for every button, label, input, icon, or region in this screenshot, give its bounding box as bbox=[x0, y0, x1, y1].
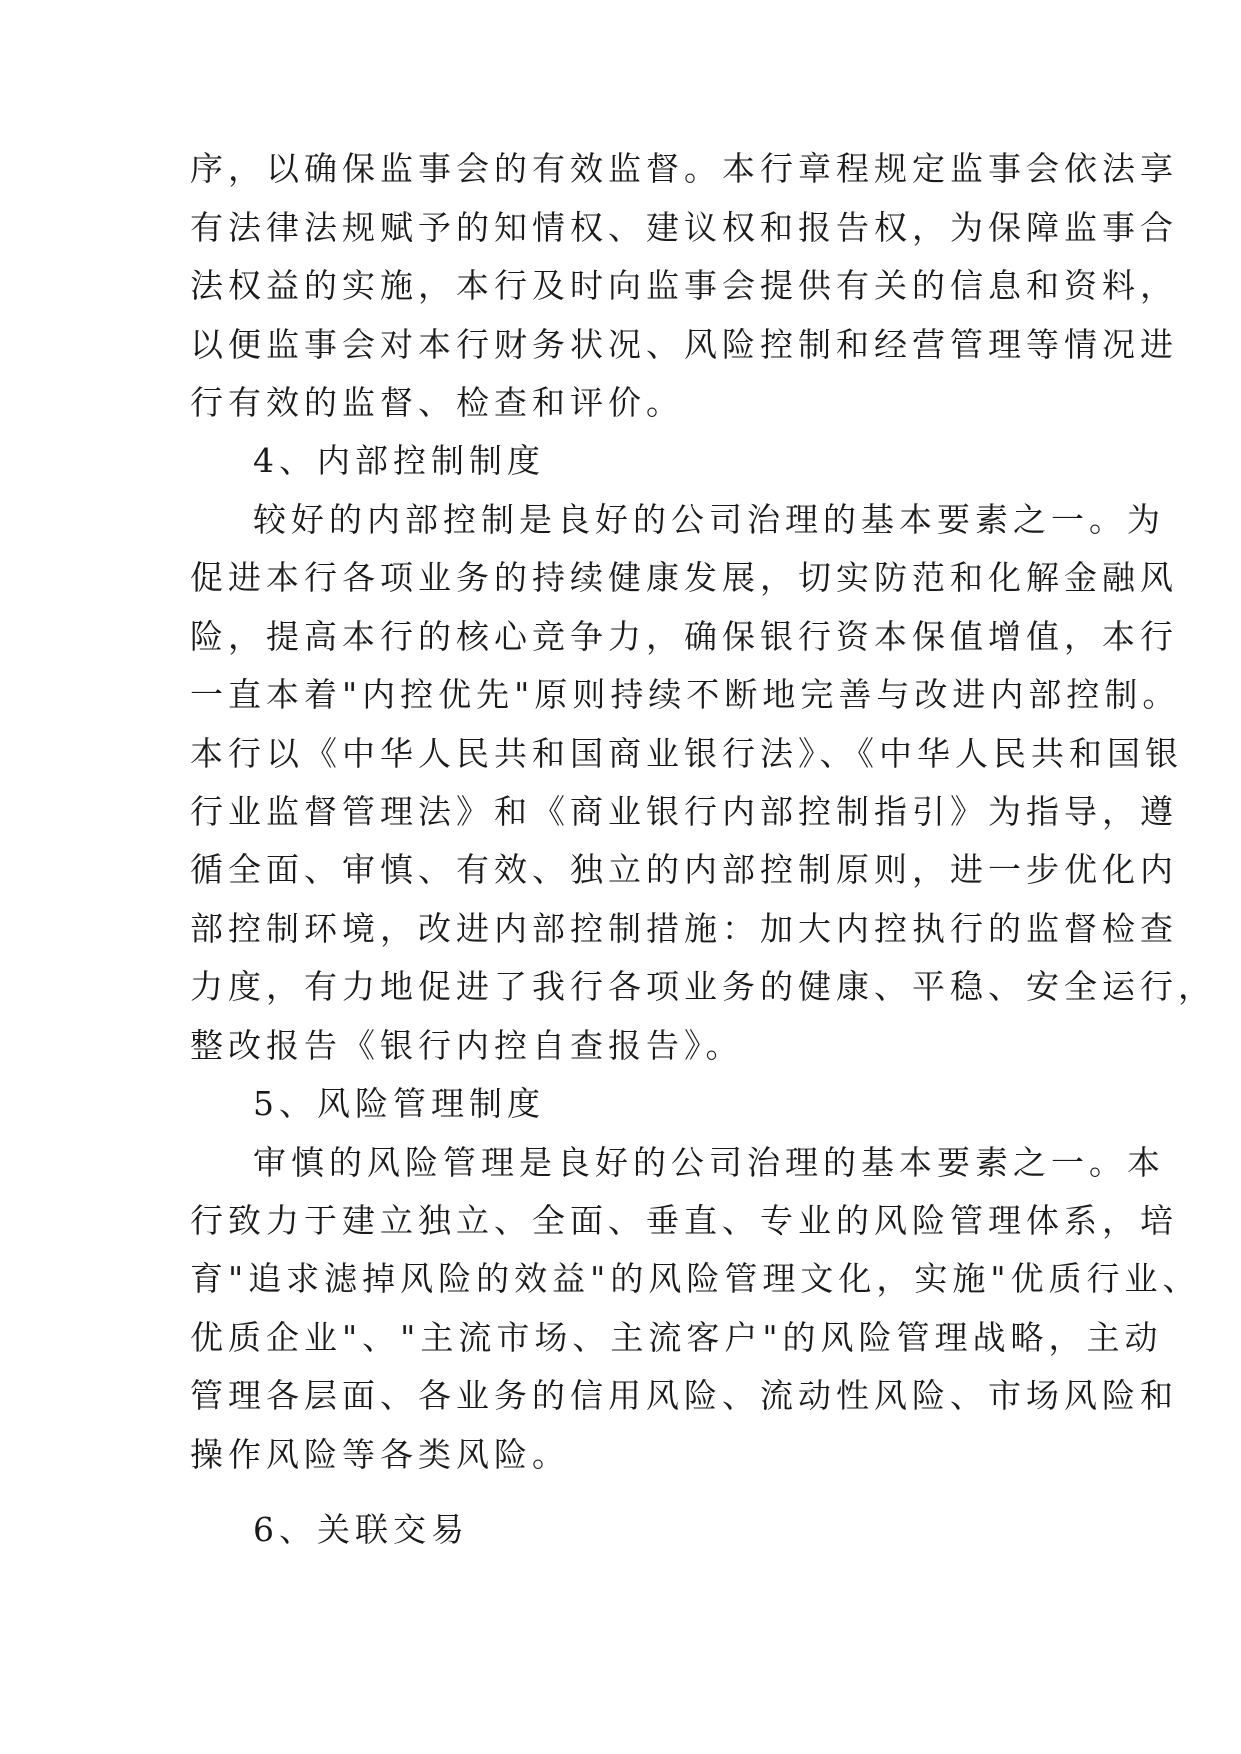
body-text-line: 力度，有力地促进了我行各项业务的健康、平稳、安全运行， bbox=[190, 967, 1216, 1006]
body-text-line: 行有效的监督、检查和评价。 bbox=[190, 383, 684, 422]
body-text-line: 部控制环境，改进内部控制措施：加大内控执行的监督检查 bbox=[190, 909, 1178, 948]
section-heading: 5、风险管理制度 bbox=[253, 1084, 545, 1123]
body-text-line: 管理各层面、各业务的信用风险、流动性风险、市场风险和 bbox=[190, 1376, 1178, 1415]
body-text-line: 行业监督管理法》和《商业银行内部控制指引》为指导，遵 bbox=[190, 792, 1178, 831]
body-text-line: 有法律法规赋予的知情权、建议权和报告权，为保障监事合 bbox=[190, 208, 1178, 247]
section-heading: 4、内部控制制度 bbox=[253, 441, 545, 480]
body-text-line: 一直本着"内控优先"原则持续不断地完善与改进内部控制。 bbox=[190, 675, 1181, 714]
body-text-line: 法权益的实施，本行及时向监事会提供有关的信息和资料， bbox=[190, 266, 1178, 305]
body-text-line: 本行以《中华人民共和国商业银行法》、《中华人民共和国银 bbox=[190, 734, 1183, 773]
body-text-line: 操作风险等各类风险。 bbox=[190, 1435, 570, 1474]
body-text-line: 审慎的风险管理是良好的公司治理的基本要素之一。本 bbox=[253, 1143, 1165, 1182]
body-text-line: 整改报告《银行内控自查报告》。 bbox=[190, 1026, 744, 1065]
body-text-line: 育"追求滤掉风险的效益"的风险管理文化，实施"优质行业、 bbox=[190, 1259, 1201, 1298]
body-text-line: 序，以确保监事会的有效监督。本行章程规定监事会依法享 bbox=[190, 149, 1178, 188]
body-text-line: 促进本行各项业务的持续健康发展，切实防范和化解金融风 bbox=[190, 558, 1178, 597]
body-text-line: 险，提高本行的核心竞争力，确保银行资本保值增值，本行 bbox=[190, 617, 1178, 656]
body-text-line: 循全面、审慎、有效、独立的内部控制原则，进一步优化内 bbox=[190, 850, 1178, 889]
body-text-line: 优质企业"、"主流市场、主流客户"的风险管理战略，主动 bbox=[190, 1318, 1163, 1357]
body-text-line: 以便监事会对本行财务状况、风险控制和经营管理等情况进 bbox=[190, 325, 1178, 364]
body-text-line: 较好的内部控制是良好的公司治理的基本要素之一。为 bbox=[253, 500, 1165, 539]
section-heading: 6、关联交易 bbox=[253, 1510, 469, 1549]
body-text-line: 行致力于建立独立、全面、垂直、专业的风险管理体系，培 bbox=[190, 1201, 1178, 1240]
